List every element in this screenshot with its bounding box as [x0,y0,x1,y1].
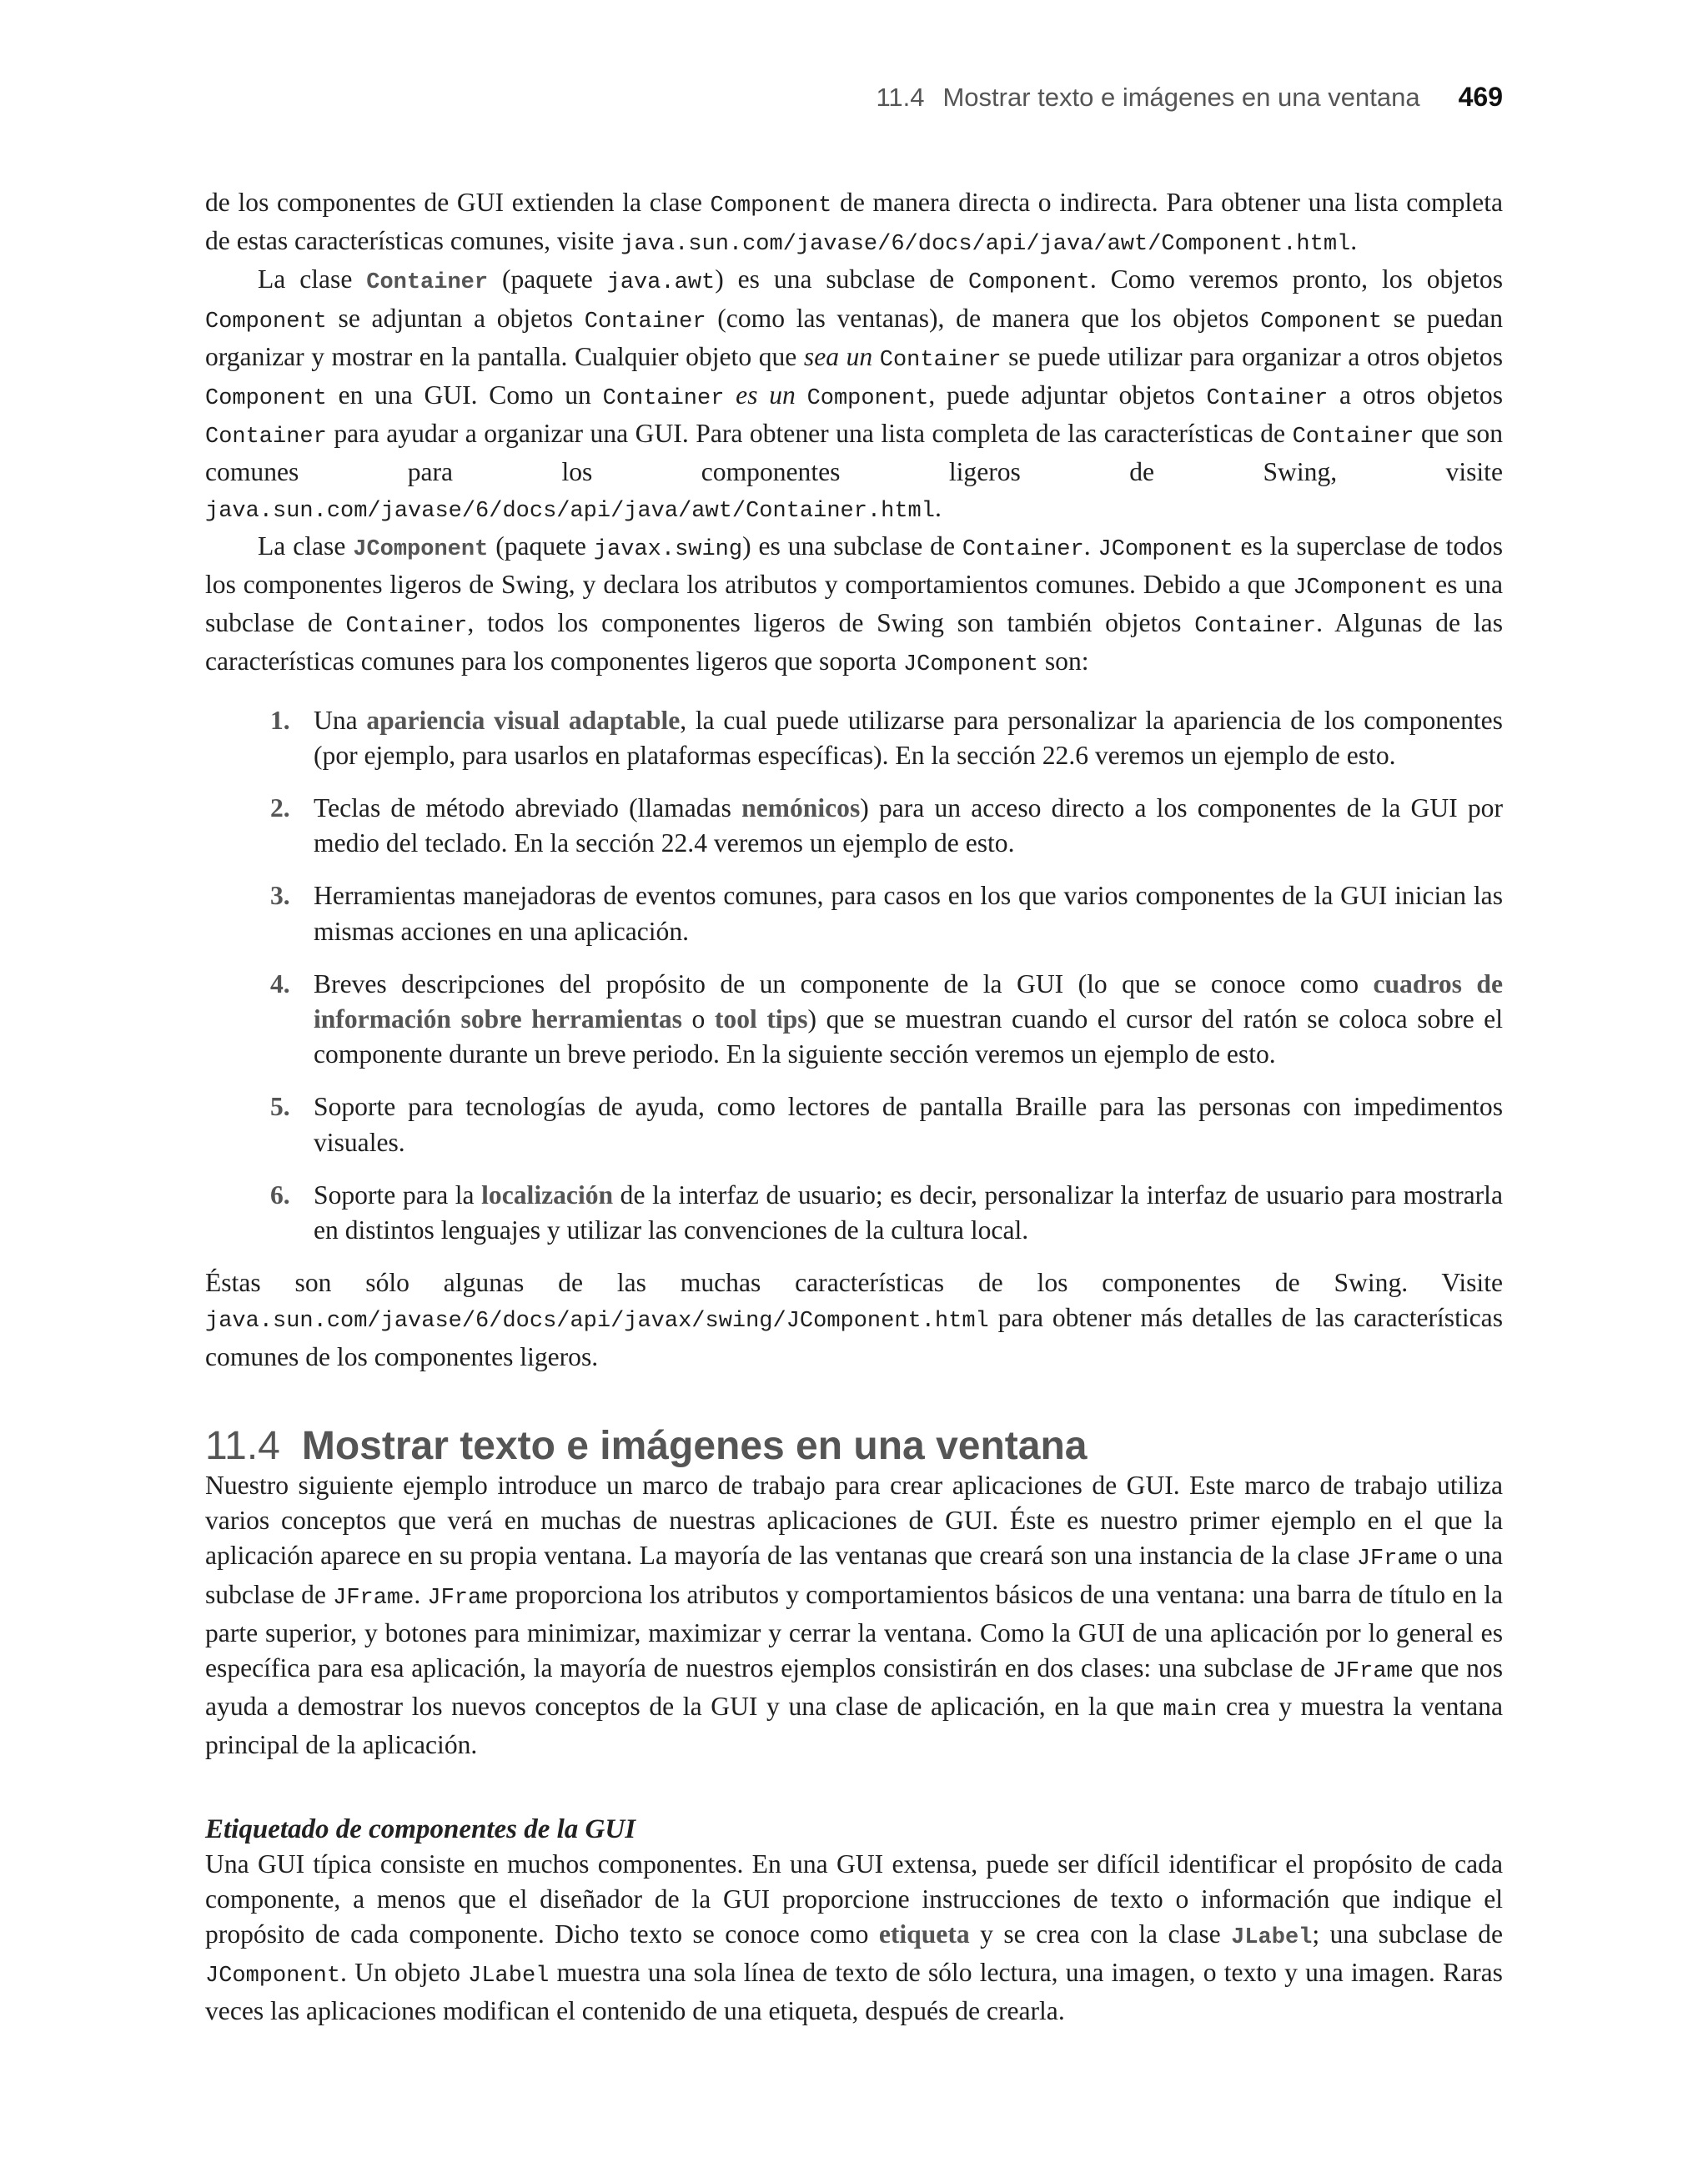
keyword-container: Container [366,270,489,296]
paragraph-jframe: Nuestro siguiente ejemplo introduce un marco de trabajo para crear aplicaciones de GUI. Este marco de trabajo utiliza varios conceptos que verá en muchas de nuestras aplicaciones de GUI. Éste es nuestro primer ejemplo en el que la aplicación aparece en su propia ventana. La mayoría de las ventanas que creará son una instancia de la clase JFrame o una subclase de JFrame. JFrame proporciona los atributos y comportamientos básicos de una ventana: una barra de título en la parte superior, y botones para minimizar, maximizar y cerrar la ventana. Como la GUI de una aplicación por lo general es específica para esa aplicación, la mayoría de nuestros ejemplos consistirán en dos clases: una subclase de JFrame que nos ayuda a demostrar los nuevos conceptos de la GUI y una clase de aplicación, en la que main crea y muestra la ventana principal de la aplicación. [205,1470,1503,1760]
keyword-jlabel: JLabel [1231,1924,1313,1950]
term-bold: cuadros de información sobre herramientas [314,968,1503,1034]
page-number: 469 [1458,82,1503,112]
list-item: 2. Teclas de método abreviado (llamadas nemónicos) para un acceso directo a los componentes de la GUI por medio del teclado. En la sección 22.4 veremos un ejemplo de esto. [270,793,1503,858]
paragraph-component-intro: de los componentes de GUI extienden la clase Component de manera directa o indirecta. Para obtener una lista completa de estas características comunes, visite java.sun.com/javase/6/docs/api/java/awt/Component.html. [205,188,1503,258]
paragraph-jcomponent: La clase JComponent (paquete javax.swing) es una subclase de Container. JComponent es la superclase de todos los componentes ligeros de Swing, y declara los atributos y comportamientos comunes. Debido a que JComponent es una subclase de Container, todos los componentes ligeros de Swing son también objetos Container. Algunas de las características comunes para los componentes ligeros que soporta JComponent son: [205,531,1504,678]
term-bold: tool tips [714,1004,808,1034]
term-bold: etiqueta [878,1919,970,1949]
inline-code: Component [710,194,832,219]
list-item: 6. Soporte para la localización de la interfaz de usuario; es decir, personalizar la interfaz de usuario para mostrarla en distintos lenguajes y utilizar las convenciones de la cultura local. [270,1180,1503,1245]
term-bold: apariencia visual adaptable [366,705,681,735]
url-component-docs: java.sun.com/javase/6/docs/api/java/awt/Component.html [620,232,1351,258]
subsection-heading: Etiquetado de componentes de la GUI [205,1813,636,1844]
list-item: 3. Herramientas manejadoras de eventos comunes, para casos en los que varios componentes de la GUI inician las mismas acciones en una aplicación. [270,881,1503,946]
list-item: 4. Breves descripciones del propósito de un componente de la GUI (lo que se conoce como cuadros de información sobre herramientas o tool tips) que se muestran cuando el cursor del ratón se coloca sobre el componente durante un breve periodo. En la siguiente sección veremos un ejemplo de esto. [270,968,1503,1069]
running-header [205,82,1503,113]
paragraph-swing-features: Éstas son sólo algunas de las muchas características de los componentes de Swing. Visite java.sun.com/javase/6/docs/api/javax/swing/JComponent.html para obtener más detalles de las características comunes de los componentes ligeros. [205,1268,1503,1371]
section-heading: 11.4 Mostrar texto e imágenes en una ventana [205,1423,1088,1468]
list-item: 5. Soporte para tecnologías de ayuda, como lectores de pantalla Braille para las personas con impedimentos visuales. [270,1092,1503,1157]
header-section-number: 11.4 [876,83,925,112]
page-body [205,185,1503,2030]
header-section-title: Mostrar texto e imágenes en una ventana [942,83,1420,112]
url-jcomponent-docs: java.sun.com/javase/6/docs/api/javax/swing/JComponent.html [205,1309,989,1335]
list-item: 1. Una apariencia visual adaptable, la cual puede utilizarse para personalizar la apariencia de los componentes (por ejemplo, para usarlos en plataformas específicas). En la sección 22.6 veremos un ejemplo de esto. [270,705,1503,770]
term-bold: nemónicos [741,793,861,823]
keyword-jcomponent: JComponent [353,536,489,562]
term-bold: localización [481,1180,614,1210]
url-container-docs: java.sun.com/javase/6/docs/api/java/awt/Container.html [205,498,935,524]
paragraph-container: La clase Container (paquete java.awt) es una subclase de Component. Como veremos pronto, los objetos Component se adjuntan a objetos Container (como las ventanas), de manera que los objetos Component se puedan organizar y mostrar en la pantalla. Cualquier objeto que sea un Container se puede utilizar para organizar a otros objetos Component en una GUI. Como un Container es un Component, puede adjuntar objetos Container a otros objetos Container para ayudar a organizar una GUI. Para obtener una lista completa de las características de Container que son comunes para los componentes ligeros de Swing, visite java.sun.com/javase/6/docs/api/java/awt/Container.html. [205,264,1504,524]
features-list [205,703,1503,1249]
paragraph-labels: Una GUI típica consiste en muchos componentes. En una GUI extensa, puede ser difícil identificar el propósito de cada componente, a menos que el diseñador de la GUI proporcione instrucciones de texto o información que indique el propósito de cada componente. Dicho texto se conoce como etiqueta y se crea con la clase JLabel; una subclase de JComponent. Un objeto JLabel muestra una sola línea de texto de sólo lectura, una imagen, o texto y una imagen. Raras veces las aplicaciones modifican el contenido de una etiqueta, después de crearla. [205,1849,1503,2026]
